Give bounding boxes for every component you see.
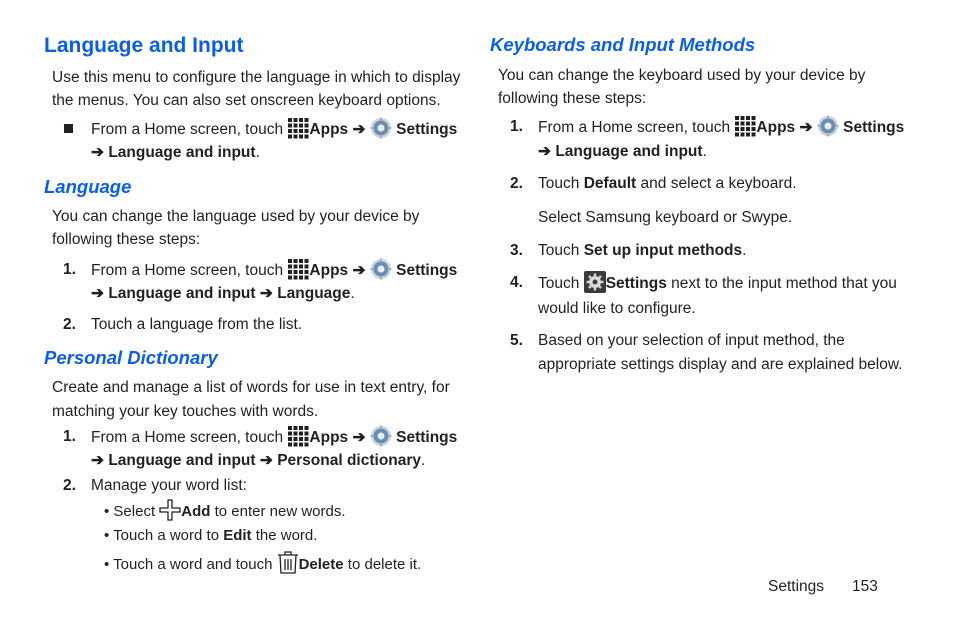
keyboards-step-5: Based on your selection of input method, the — [538, 332, 845, 349]
language-intro-1: You can change the language used by your device by — [52, 208, 420, 225]
keyboards-step-4: Touch Settings next to the input method that you — [538, 271, 897, 300]
keyboards-step-2: Touch Default and select a keyboard. — [538, 175, 797, 192]
keyboards-step-1-cont: ➔ Language and input. — [538, 143, 707, 160]
apps-grid-icon — [287, 117, 309, 146]
language-heading: Language — [44, 176, 132, 197]
keyboards-step-5-cont: appropriate settings display and are explained below. — [538, 356, 903, 373]
language-step-2: Touch a language from the list. — [91, 316, 303, 333]
dictionary-heading: Personal Dictionary — [44, 347, 218, 368]
bullet-delete: • Touch a word and touch Delete to delete it. — [104, 550, 421, 581]
keyboards-intro-1: You can change the keyboard used by your device by — [498, 67, 866, 84]
dictionary-step-2: Manage your word list: — [91, 477, 247, 494]
keyboards-step-4-cont: would like to configure. — [538, 300, 696, 317]
dictionary-intro-2: matching your key touches with words. — [52, 403, 319, 420]
bullet-add: • Select Add to enter new words. — [104, 499, 346, 528]
keyboards-step-3-number: 3. — [510, 242, 523, 259]
dictionary-step-1-cont: ➔ Language and input ➔ Personal dictionary. — [91, 452, 426, 469]
intro-line-2: the menus. You can also set onscreen keyboard options. — [52, 92, 441, 109]
language-step-1-cont: ➔ Language and input ➔ Language. — [91, 285, 355, 302]
keyboards-step-3: Touch Set up input methods. — [538, 242, 747, 259]
footer-section: Settings — [768, 578, 825, 595]
dictionary-intro-1: Create and manage a list of words for use in text entry, for — [52, 379, 450, 396]
settings-gear-icon — [370, 117, 392, 146]
settings-gear-icon — [370, 258, 392, 287]
page-number: 153 — [852, 578, 878, 595]
settings-gear-icon — [817, 115, 839, 144]
keyboards-step-1: From a Home screen, touch Apps ➔ Settings — [538, 115, 904, 144]
nav-instruction-cont: ➔ Language and input. — [91, 144, 260, 161]
keyboards-step-1-number: 1. — [510, 118, 523, 135]
keyboards-step-4-number: 4. — [510, 274, 523, 291]
bullet-edit: • Touch a word to Edit the word. — [104, 527, 318, 544]
square-bullet-icon — [64, 124, 73, 133]
nav-instruction: From a Home screen, touch Apps ➔ Settings — [91, 117, 457, 146]
trash-icon — [277, 550, 299, 581]
dictionary-step-2-number: 2. — [63, 477, 76, 494]
dictionary-step-1: From a Home screen, touch Apps ➔ Settings — [91, 425, 457, 454]
language-step-1-number: 1. — [63, 261, 76, 278]
intro-line-1: Use this menu to configure the language in which to display — [52, 69, 461, 86]
language-intro-2: following these steps: — [52, 231, 201, 248]
settings-gear-icon — [584, 271, 606, 300]
keyboards-step-2-number: 2. — [510, 175, 523, 192]
keyboards-heading: Keyboards and Input Methods — [490, 34, 756, 55]
keyboards-step-5-number: 5. — [510, 332, 523, 349]
apps-grid-icon — [734, 115, 756, 144]
dictionary-step-1-number: 1. — [63, 428, 76, 445]
keyboards-intro-2: following these steps: — [498, 90, 647, 107]
keyboards-step-2-sub: Select Samsung keyboard or Swype. — [538, 209, 793, 226]
language-step-1: From a Home screen, touch Apps ➔ Settings — [91, 258, 457, 287]
language-step-2-number: 2. — [63, 316, 76, 333]
page-title: Language and Input — [44, 34, 244, 57]
